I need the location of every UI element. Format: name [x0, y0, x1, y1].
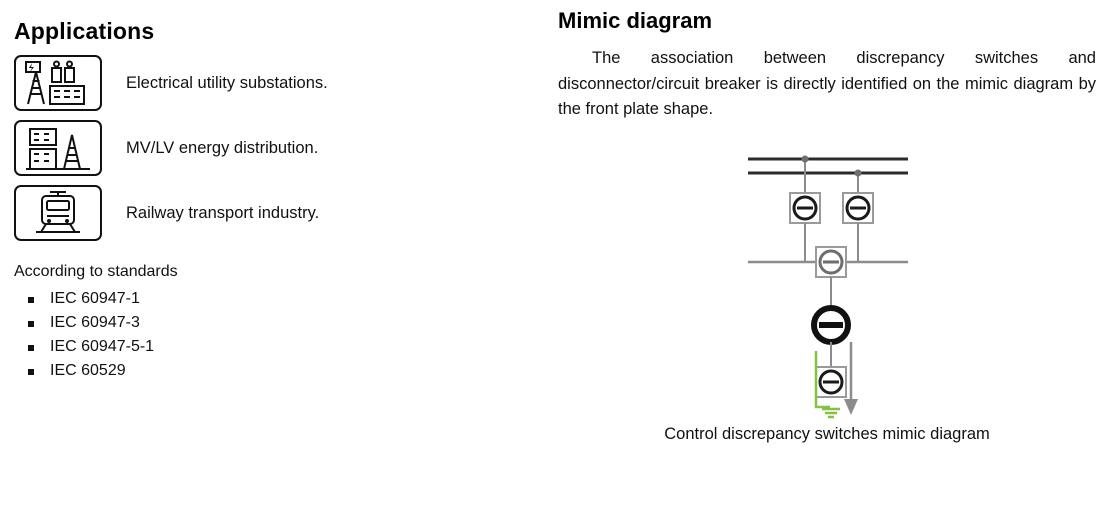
- page-title: Applications: [14, 18, 155, 44]
- list-item: IEC 60947-1: [50, 287, 494, 311]
- disconnector-symbol-middle: [816, 247, 846, 277]
- mimic-diagram-title: Mimic diagram: [558, 8, 713, 33]
- figure-caption: Control discrepancy switches mimic diagram: [664, 424, 990, 443]
- busbar-lines: [748, 159, 908, 173]
- train-icon: [14, 185, 102, 241]
- applications-section: [14, 18, 494, 383]
- application-label: MV/LV energy distribution.: [126, 138, 319, 157]
- substation-icon: [14, 55, 102, 111]
- application-row: [14, 120, 494, 176]
- disconnector-symbol-left: [790, 193, 820, 223]
- application-label: Electrical utility substations.: [126, 73, 328, 92]
- application-row: [14, 55, 494, 111]
- application-row: [14, 185, 494, 241]
- list-item: IEC 60529: [50, 359, 494, 383]
- circuit-breaker-symbol: [814, 308, 848, 342]
- standards-list: [14, 287, 494, 383]
- standards-title: According to standards: [14, 263, 178, 280]
- disconnector-symbol-right: [843, 193, 873, 223]
- earthing-switch-symbol: [816, 367, 846, 397]
- mimic-diagram-paragraph: The association between discrepancy switches and disconnector/circuit breaker is directly identified on the mimic diagram by the front plate shape.: [558, 49, 1096, 119]
- application-label: Railway transport industry.: [126, 203, 320, 222]
- mimic-diagram-figure: [558, 137, 1096, 457]
- mimic-diagram-section: [558, 8, 1096, 457]
- list-item: IEC 60947-5-1: [50, 335, 494, 359]
- list-item: IEC 60947-3: [50, 311, 494, 335]
- building-distribution-icon: [14, 120, 102, 176]
